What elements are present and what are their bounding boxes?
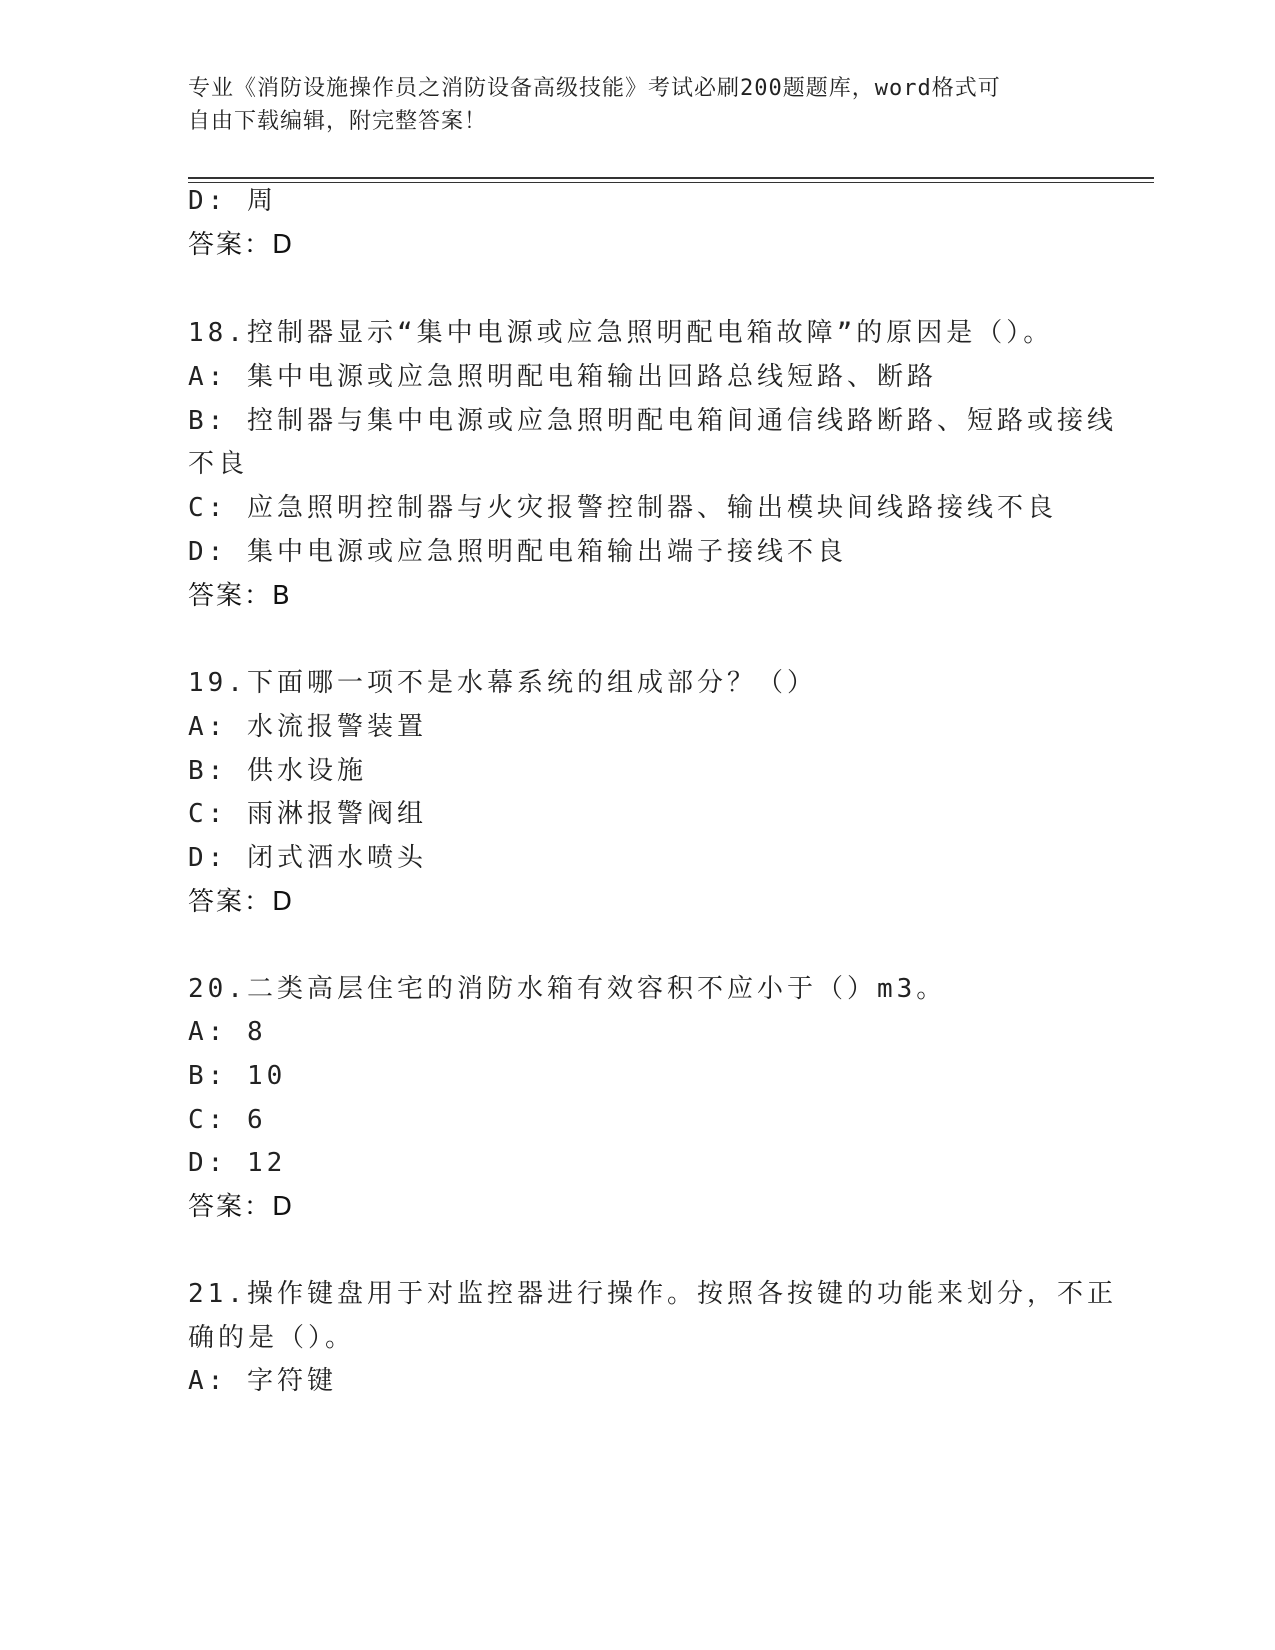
q19-question: 19.下面哪一项不是水幕系统的组成部分？（） [188, 668, 817, 698]
header-divider-thick [188, 177, 1154, 179]
q21-question-line-2: 确的是（）。 [188, 1323, 356, 1353]
q19-answer: 答案：D [188, 887, 295, 917]
q17-answer: 答案：D [188, 230, 295, 260]
q20-option-c: C: 6 [188, 1105, 267, 1135]
q19-option-c: C: 雨淋报警阀组 [188, 799, 427, 829]
q18-option-a: A: 集中电源或应急照明配电箱输出回路总线短路、断路 [188, 362, 937, 392]
q18-question: 18.控制器显示“集中电源或应急照明配电箱故障”的原因是（）。 [188, 318, 1054, 348]
q21-option-a: A: 字符键 [188, 1366, 337, 1396]
q19-option-a: A: 水流报警装置 [188, 712, 427, 742]
document-header [188, 72, 1068, 138]
q21-question-line-1: 21.操作键盘用于对监控器进行操作。按照各按键的功能来划分，不正 [188, 1279, 1117, 1309]
q20-option-b: B: 10 [188, 1061, 287, 1091]
q20-answer: 答案：D [188, 1192, 295, 1222]
header-line-1: 专业《消防设施操作员之消防设备高级技能》考试必刷200题题库，word格式可 [188, 76, 1001, 101]
q19-option-d: D: 闭式洒水喷头 [188, 843, 427, 873]
header-divider-thin [188, 182, 1154, 183]
q18-option-b-line-1: B: 控制器与集中电源或应急照明配电箱间通信线路断路、短路或接线 [188, 406, 1117, 436]
q18-option-d: D: 集中电源或应急照明配电箱输出端子接线不良 [188, 537, 847, 567]
q18-answer: 答案：B [188, 581, 292, 611]
q18-option-c: C: 应急照明控制器与火灾报警控制器、输出模块间线路接线不良 [188, 493, 1057, 523]
q20-option-a: A: 8 [188, 1017, 267, 1047]
header-line-2: 自由下载编辑，附完整答案！ [188, 109, 488, 134]
q17-option-d: D: 周 [188, 186, 277, 216]
q20-option-d: D: 12 [188, 1148, 287, 1178]
q19-option-b: B: 供水设施 [188, 756, 367, 786]
q18-option-b-line-2: 不良 [188, 449, 249, 479]
q20-question: 20.二类高层住宅的消防水箱有效容积不应小于（）m3。 [188, 974, 947, 1004]
